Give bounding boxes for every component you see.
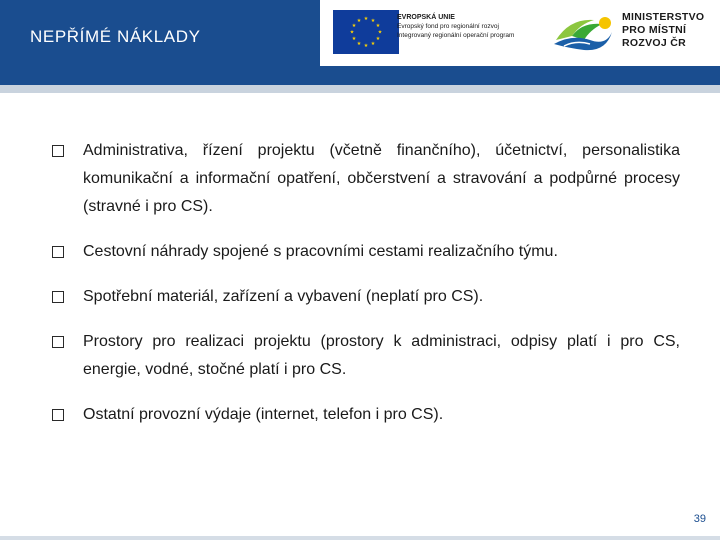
svg-text:★: ★ bbox=[370, 41, 376, 47]
ministry-logo-text: MINISTERSTVO PRO MÍSTNÍ ROZVOJ ČR bbox=[622, 11, 705, 49]
page-number: 39 bbox=[693, 513, 706, 525]
bullet-list bbox=[50, 137, 680, 446]
svg-text:★: ★ bbox=[356, 41, 362, 47]
svg-text:★: ★ bbox=[363, 43, 369, 49]
svg-text:★: ★ bbox=[356, 18, 362, 24]
ministry-logo-icon bbox=[550, 10, 616, 54]
slide-title: NEPŘÍMÉ NÁKLADY bbox=[30, 27, 201, 46]
header-bar bbox=[0, 0, 720, 85]
eu-logo-text: EVROPSKÁ UNIE Evropský fond pro regionální rozvoj Integrovaný regionální operační program bbox=[397, 14, 515, 39]
svg-text:★: ★ bbox=[375, 36, 381, 42]
svg-text:★: ★ bbox=[349, 29, 355, 36]
list-item: Cestovní náhrady spojené s pracovními cestami realizačního týmu. bbox=[50, 238, 680, 266]
eu-flag-icon bbox=[333, 10, 399, 54]
list-item: Administrativa, řízení projektu (včetně finančního), účetnictví, personalistika komunikační a informační opatření, občerstvení a stravování a podpůrné procesy (stravné i pro CS). bbox=[50, 137, 680, 221]
bullet-box-icon bbox=[52, 409, 64, 421]
bullet-box-icon bbox=[52, 145, 64, 157]
footer-band bbox=[0, 536, 720, 540]
list-item: Ostatní provozní výdaje (internet, telefon i pro CS). bbox=[50, 401, 680, 429]
logo-strip bbox=[320, 0, 720, 66]
bullet-box-icon bbox=[52, 336, 64, 348]
bullet-box-icon bbox=[52, 246, 64, 258]
svg-text:★: ★ bbox=[351, 36, 357, 42]
bullet-box-icon bbox=[52, 291, 64, 303]
svg-text:★: ★ bbox=[377, 29, 383, 36]
svg-text:★: ★ bbox=[351, 23, 357, 29]
svg-text:★: ★ bbox=[363, 16, 369, 22]
svg-text:★: ★ bbox=[370, 18, 376, 24]
list-item: Spotřební materiál, zařízení a vybavení (neplatí pro CS). bbox=[50, 283, 680, 311]
list-item: Prostory pro realizaci projektu (prostory k administraci, odpisy platí i pro CS, energie, vodné, stočné platí i pro CS. bbox=[50, 328, 680, 384]
header-divider bbox=[0, 85, 720, 93]
svg-text:★: ★ bbox=[375, 23, 381, 29]
